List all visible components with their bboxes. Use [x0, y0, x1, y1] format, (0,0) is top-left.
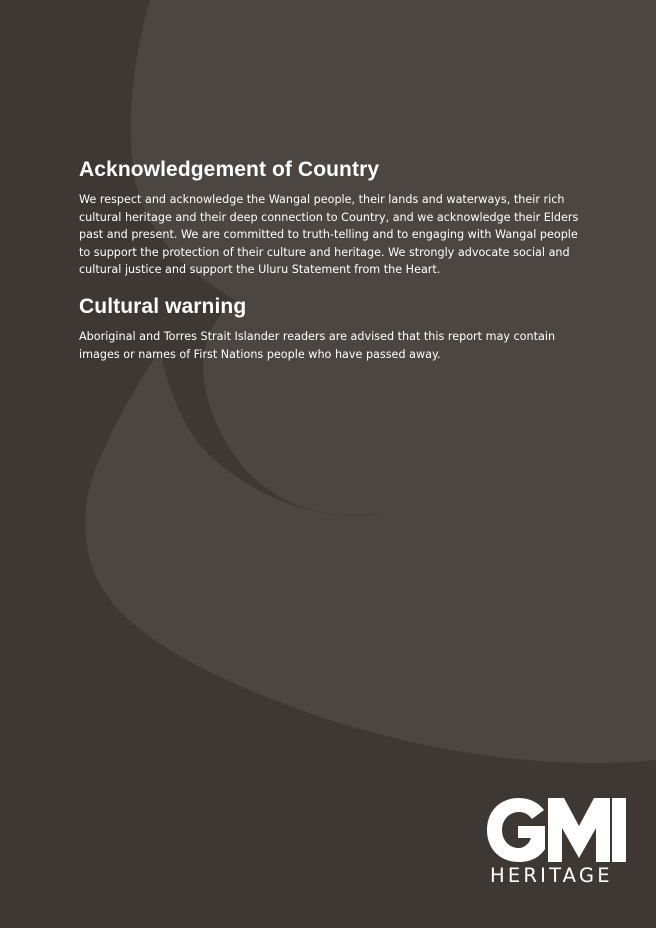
- text-content: [79, 158, 579, 363]
- gml-heritage-logo: [486, 798, 626, 890]
- cultural-warning-heading: Cultural warning: [79, 294, 247, 318]
- acknowledgement-heading: Acknowledgement of Country: [79, 158, 380, 181]
- logo-subtitle: HERITAGE: [490, 864, 613, 887]
- gml-logo-mark: [486, 798, 626, 862]
- cultural-warning-body: Aboriginal and Torres Strait Islander readers are advised that this report may contain images or names of First Nations people who have passed away.: [79, 329, 556, 361]
- acknowledgement-body: We respect and acknowledge the Wangal people, their lands and waterways, their rich cultural heritage and their deep connection to Country, and we acknowledge their Elders past and present. We are committed to truth-telling and to engaging with Wangal people to support the protection of their culture and heritage. We strongly advocate social and cultural justice and support the Uluru Statement from the Heart.: [79, 193, 579, 277]
